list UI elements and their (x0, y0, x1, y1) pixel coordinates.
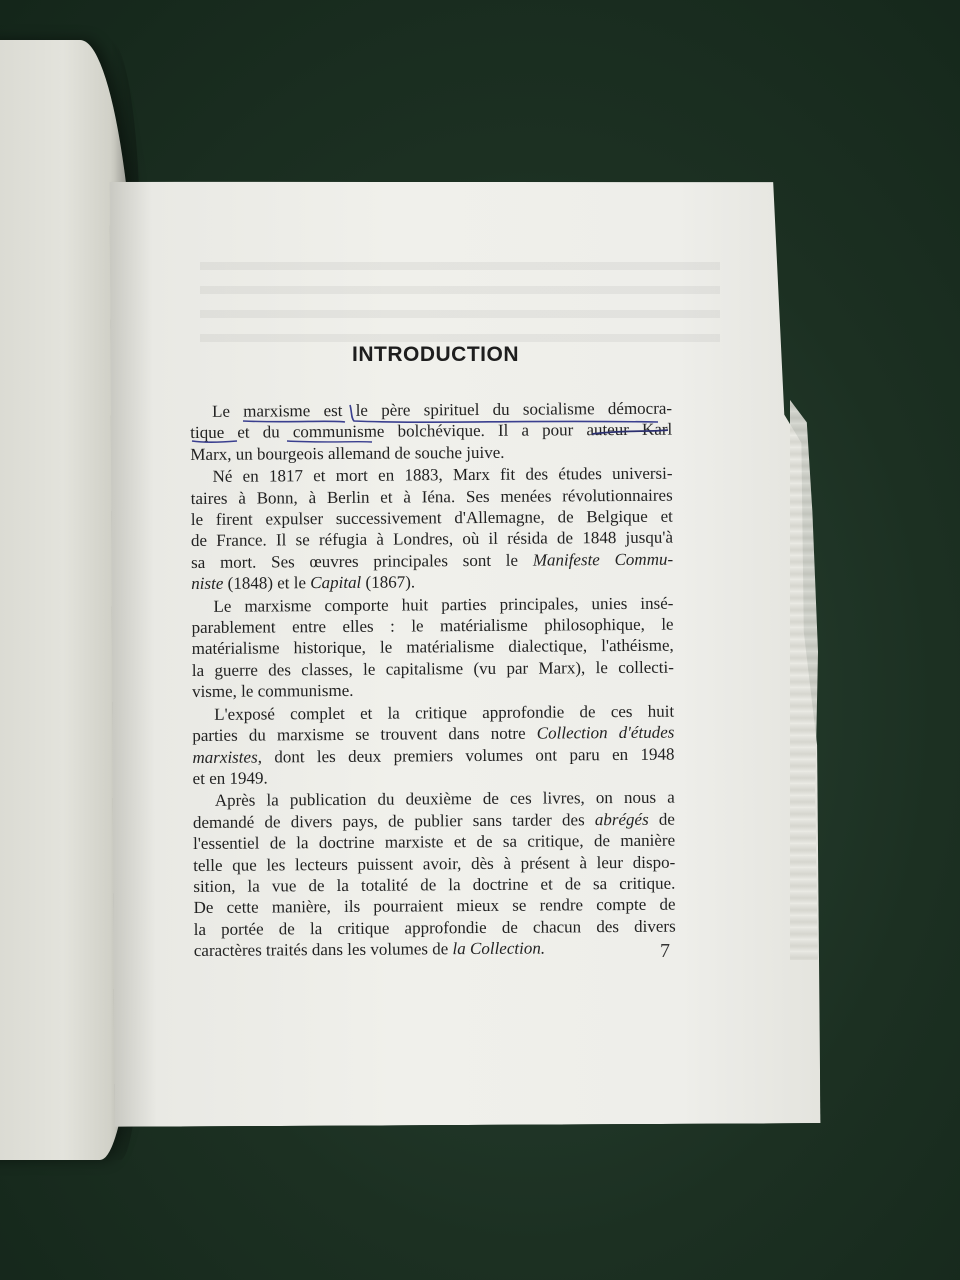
text-line: la portée de la critique approfondie de chacun des divers (193, 916, 676, 939)
italic-title: Capital (310, 573, 362, 593)
page-title: INTRODUCTION (352, 343, 519, 366)
text-line: niste (1848) et le Capital (1867). (191, 572, 416, 594)
text-line: tique et du communisme bolchévique. Il a pour auteur Karl (190, 420, 673, 443)
text-line: sition, la vue de la totalité de la doctrine et de sa critique. (193, 873, 676, 896)
body-text (190, 398, 676, 963)
text-line: Le marxisme comporte huit parties principales, unies insé- (213, 593, 674, 616)
text-line: telle que les lecteurs puissent avoir, dès à présent à leur dispo- (193, 852, 676, 875)
text-line: de France. Il se réfugia à Londres, où il résida de 1848 jusqu'à (190, 528, 674, 551)
italic-title: marxistes (192, 747, 258, 767)
paragraph-4 (192, 700, 675, 789)
text-line: Marx, un bourgeois allemand de souche juive. (190, 442, 505, 464)
paragraph-5 (193, 787, 676, 962)
text-line: matérialisme historique, le matérialisme dialectique, l'athéisme, (191, 636, 674, 659)
italic-title: niste (191, 574, 224, 594)
text-line: le firent expulser successivement d'Allemagne, de Belgique et (190, 506, 673, 530)
page-number: 7 (660, 940, 670, 962)
text-line: Né en 1817 et mort en 1883, Marx fit des études universi- (212, 463, 673, 487)
text-line: taires à Bonn, à Berlin et à Iéna. Ses menées révolutionnaires (190, 485, 673, 508)
text-line: l'essentiel de la doctrine marxiste et de sa critique, de manière (193, 830, 676, 854)
italic-title: Manifeste Commu- (532, 549, 674, 570)
text-line: parablement entre elles : le matérialisme philosophique, le (191, 614, 674, 638)
text-line: caractères traités dans les volumes de la Collection. (193, 938, 546, 961)
text-line: De cette manière, ils pourraient mieux se rendre compte de (193, 894, 676, 918)
paragraph-2 (190, 463, 673, 595)
text-line: Le marxisme est le père spirituel du socialisme démocra- (212, 398, 673, 421)
italic-title: la Collection. (452, 938, 546, 959)
text-line: marxistes, dont les deux premiers volumes ont paru en 1948 (192, 744, 675, 767)
text-line: visme, le communisme. (191, 681, 354, 702)
text-line: et en 1949. (192, 768, 268, 788)
text-line: la guerre des classes, le capitalisme (vu par Marx), le collecti- (191, 657, 674, 680)
text-line: parties du marxisme se trouvent dans notre Collection d'études (192, 722, 675, 746)
italic-title: Collection d'études (536, 722, 675, 743)
paragraph-3 (191, 592, 674, 702)
italic-word: abrégés (594, 809, 649, 829)
paragraph-1 (190, 398, 672, 466)
text-line: L'exposé complet et la critique approfondie de ces huit (214, 701, 675, 724)
text-line: Après la publication du deuxième de ces livres, on nous a (214, 787, 675, 811)
text-line: sa mort. Ses œuvres principales sont le Manifeste Commu- (191, 549, 674, 572)
text-line: demandé de divers pays, de publier sans tarder des abrégés de (192, 809, 675, 832)
